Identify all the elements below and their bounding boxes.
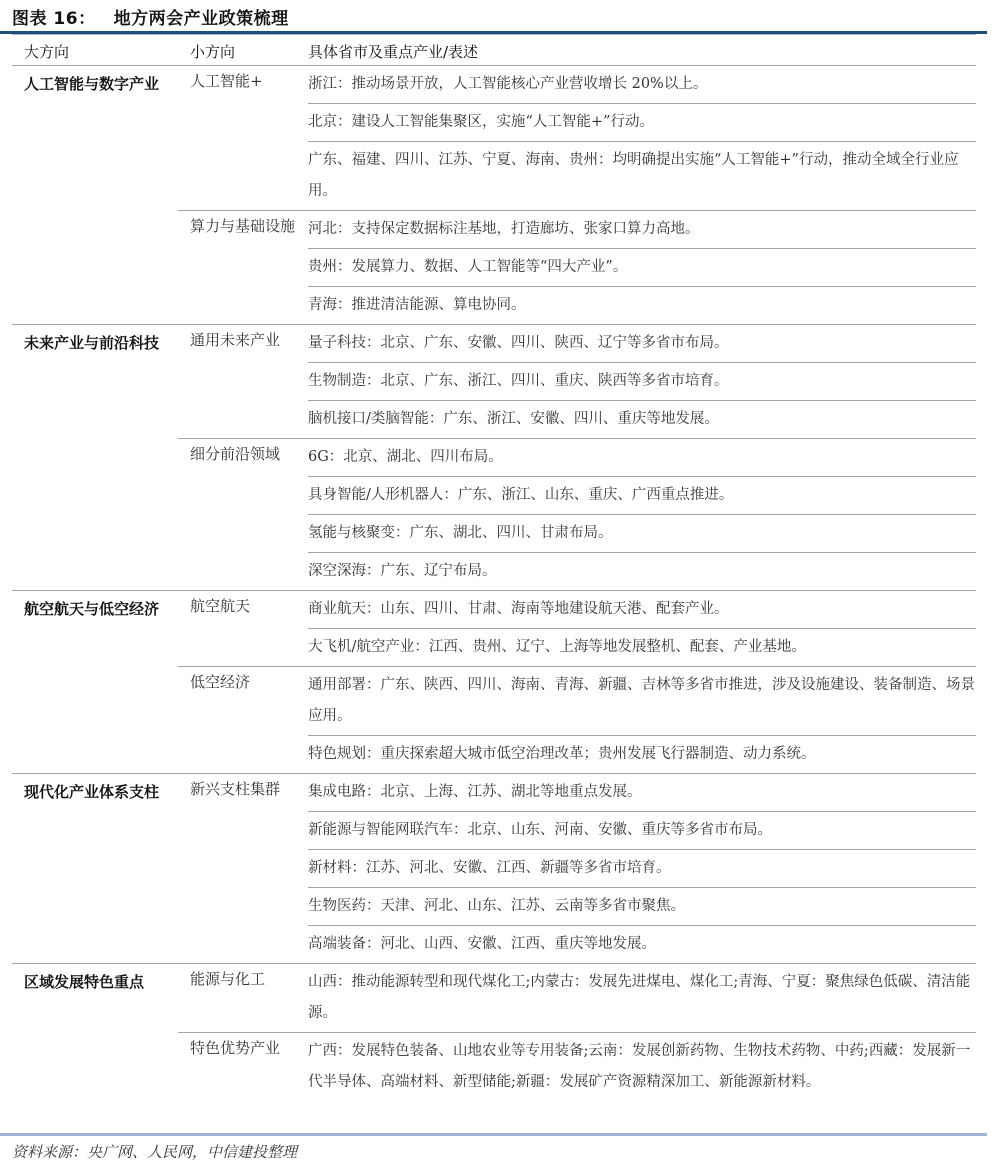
detail-text: 青海：推进清洁能源、算电协同。 [308, 297, 526, 313]
sub-group [178, 325, 976, 438]
sub-group [178, 1032, 976, 1101]
detail-text: 大飞机/航空产业：江西、贵州、辽宁、上海等地发展整机、配套、产业基地。 [308, 639, 806, 655]
sub-groups [178, 774, 976, 963]
sub-group [178, 66, 976, 210]
table-row [308, 362, 976, 400]
source-note: 资料来源：央广网、人民网，中信建投整理 [12, 1143, 298, 1161]
table-row [308, 1033, 976, 1101]
detail-text: 生物医药：天津、河北、山东、江苏、云南等多省市聚焦。 [308, 898, 685, 914]
detail-text: 广西：发展特色装备、山地农业等专用装备;云南：发展创新药物、生物技术药物、中药;西藏：发展新一代半导体、高端材料、新型储能;新疆：发展矿产资源精深加工、新能源新材料。 [308, 1043, 971, 1090]
detail-text: 商业航天：山东、四川、甘肃、海南等地建设航天港、配套产业。 [308, 601, 729, 617]
table-row [308, 774, 976, 811]
table-row [308, 964, 976, 1032]
table-row [308, 476, 976, 514]
table-row [308, 141, 976, 210]
minor-direction: 算力与基础设施 [190, 217, 296, 235]
sub-group [178, 591, 976, 666]
detail-text: 新材料：江苏、河北、安徽、江西、新疆等多省市培育。 [308, 860, 671, 876]
table-row [308, 248, 976, 286]
table-row [308, 628, 976, 666]
detail-text: 6G：北京、湖北、四川布局。 [308, 449, 503, 465]
sub-groups [178, 964, 976, 1101]
sub-group [178, 438, 976, 590]
detail-text: 浙江：推动场景开放，人工智能核心产业营收增长 20%以上。 [308, 76, 708, 92]
detail-text: 深空深海：广东、辽宁布局。 [308, 563, 497, 579]
major-direction: 人工智能与数字产业 [24, 75, 160, 93]
table-row [308, 400, 976, 438]
major-direction: 航空航天与低空经济 [24, 600, 160, 618]
detail-list [308, 211, 976, 324]
sub-groups [178, 66, 976, 324]
table-row [308, 211, 976, 248]
table-row [308, 514, 976, 552]
minor-direction: 能源与化工 [190, 970, 266, 988]
detail-text: 北京：建设人工智能集聚区，实施“人工智能+”行动。 [308, 114, 654, 130]
detail-text: 山西：推动能源转型和现代煤化工;内蒙古：发展先进煤电、煤化工;青海、宁夏：聚焦绿色低碳、清洁能源。 [308, 974, 971, 1021]
table-row [308, 286, 976, 324]
header-minor-direction: 小方向 [190, 43, 236, 61]
minor-direction: 特色优势产业 [190, 1039, 281, 1057]
major-direction: 未来产业与前沿科技 [24, 334, 160, 352]
minor-direction: 通用未来产业 [190, 331, 281, 349]
table-group [12, 66, 976, 325]
detail-list [308, 667, 976, 773]
detail-text: 特色规划：重庆探索超大城市低空治理改革；贵州发展飞行器制造、动力系统。 [308, 746, 816, 762]
table-row [308, 849, 976, 887]
detail-text: 集成电路：北京、上海、江苏、湖北等地重点发展。 [308, 784, 642, 800]
detail-text: 新能源与智能网联汽车：北京、山东、河南、安徽、重庆等多省市布局。 [308, 822, 772, 838]
detail-list [308, 66, 976, 210]
detail-list [308, 774, 976, 963]
table-row [308, 591, 976, 628]
detail-list [308, 1033, 976, 1101]
detail-text: 生物制造：北京、广东、浙江、四川、重庆、陕西等多省市培育。 [308, 373, 729, 389]
table-row [308, 735, 976, 773]
table-group [12, 964, 976, 1101]
minor-direction: 低空经济 [190, 673, 251, 691]
table-group [12, 591, 976, 774]
sub-groups [178, 325, 976, 590]
table-row [308, 552, 976, 590]
figure-title-text: 地方两会产业政策梳理 [113, 9, 289, 29]
policy-table [12, 35, 976, 1101]
header-major-direction: 大方向 [24, 43, 70, 61]
minor-direction: 细分前沿领域 [190, 445, 281, 463]
table-group [12, 774, 976, 964]
minor-direction: 新兴支柱集群 [190, 780, 281, 798]
detail-text: 量子科技：北京、广东、安徽、四川、陕西、辽宁等多省市布局。 [308, 335, 729, 351]
table-body [12, 66, 976, 1101]
minor-direction: 航空航天 [190, 597, 251, 615]
detail-text: 贵州：发展算力、数据、人工智能等“四大产业”。 [308, 259, 628, 275]
table-row [308, 439, 976, 476]
sub-groups [178, 591, 976, 773]
bottom-rule [0, 1133, 987, 1136]
detail-list [308, 325, 976, 438]
detail-list [308, 439, 976, 590]
table-row [308, 811, 976, 849]
table-row [308, 66, 976, 103]
sub-group [178, 210, 976, 324]
major-direction: 区域发展特色重点 [24, 973, 145, 991]
header-details: 具体省市及重点产业/表述 [308, 43, 479, 61]
sub-group [178, 774, 976, 963]
detail-text: 具身智能/人形机器人：广东、浙江、山东、重庆、广西重点推进。 [308, 487, 734, 503]
detail-text: 广东、福建、四川、江苏、宁夏、海南、贵州：均明确提出实施“人工智能+”行动，推动全域全行业应用。 [308, 152, 959, 199]
major-direction: 现代化产业体系支柱 [24, 783, 160, 801]
detail-list [308, 591, 976, 666]
table-row [308, 103, 976, 141]
figure-title [12, 4, 289, 29]
detail-text: 脑机接口/类脑智能：广东、浙江、安徽、四川、重庆等地发展。 [308, 411, 719, 427]
minor-direction: 人工智能+ [190, 72, 263, 90]
detail-text: 高端装备：河北、山西、安徽、江西、重庆等地发展。 [308, 936, 656, 952]
detail-text: 通用部署：广东、陕西、四川、海南、青海、新疆、吉林等多省市推进，涉及设施建设、装备制造、场景应用。 [308, 677, 975, 724]
table-row [308, 325, 976, 362]
table-row [308, 925, 976, 963]
table-header [12, 35, 976, 66]
table-group [12, 325, 976, 591]
sub-group [178, 666, 976, 773]
figure-label: 图表 16： [12, 9, 96, 29]
table-row [308, 667, 976, 735]
detail-text: 氢能与核聚变：广东、湖北、四川、甘肃布局。 [308, 525, 613, 541]
table-row [308, 887, 976, 925]
detail-list [308, 964, 976, 1032]
sub-group [178, 964, 976, 1032]
detail-text: 河北：支持保定数据标注基地，打造廊坊、张家口算力高地。 [308, 221, 700, 237]
